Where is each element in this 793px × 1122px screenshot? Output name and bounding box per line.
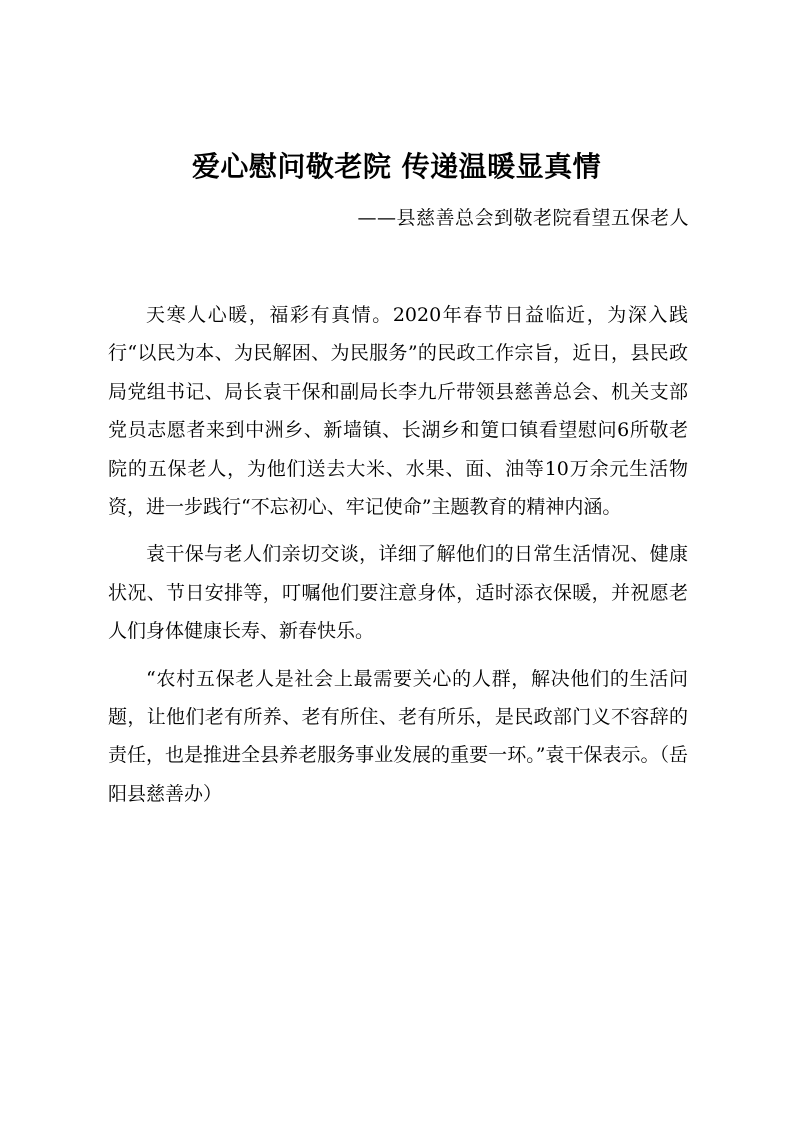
paragraph-3: “农村五保老人是社会上最需要关心的人群，解决他们的生活问题，让他们老有所养、老有所住、老有所乐，是民政部门义不容辞的责任，也是推进全县养老服务事业发展的重要一环。”袁干保表示。（岳阳县慈善办） — [108, 667, 688, 805]
document-title: 爱心慰问敬老院 传递温暖显真情 — [191, 150, 602, 183]
paragraph-1: 天寒人心暖，福彩有真情。2020年春节日益临近，为深入践行“以民为本、为民解困、为民服务”的民政工作宗旨，近日，县民政局党组书记、局长袁干保和副局长李九斤带领县慈善总会、机关支部党员志愿者来到中洲乡、新墙镇、长湖乡和筻口镇看望慰问6所敬老院的五保老人，为他们送去大米、水果、面、油等10万余元生活物资，进一步践行“不忘初心、牢记使命”主题教育的精神内涵。 — [108, 304, 688, 519]
document-body — [108, 296, 688, 822]
document-subtitle: ——县慈善总会到敬老院看望五保老人 — [357, 207, 689, 229]
paragraph-2: 袁干保与老人们亲切交谈，详细了解他们的日常生活情况、健康状况、节日安排等，叮嘱他们要注意身体，适时添衣保暖，并祝愿老人们身体健康长寿、新春快乐。 — [108, 543, 688, 643]
